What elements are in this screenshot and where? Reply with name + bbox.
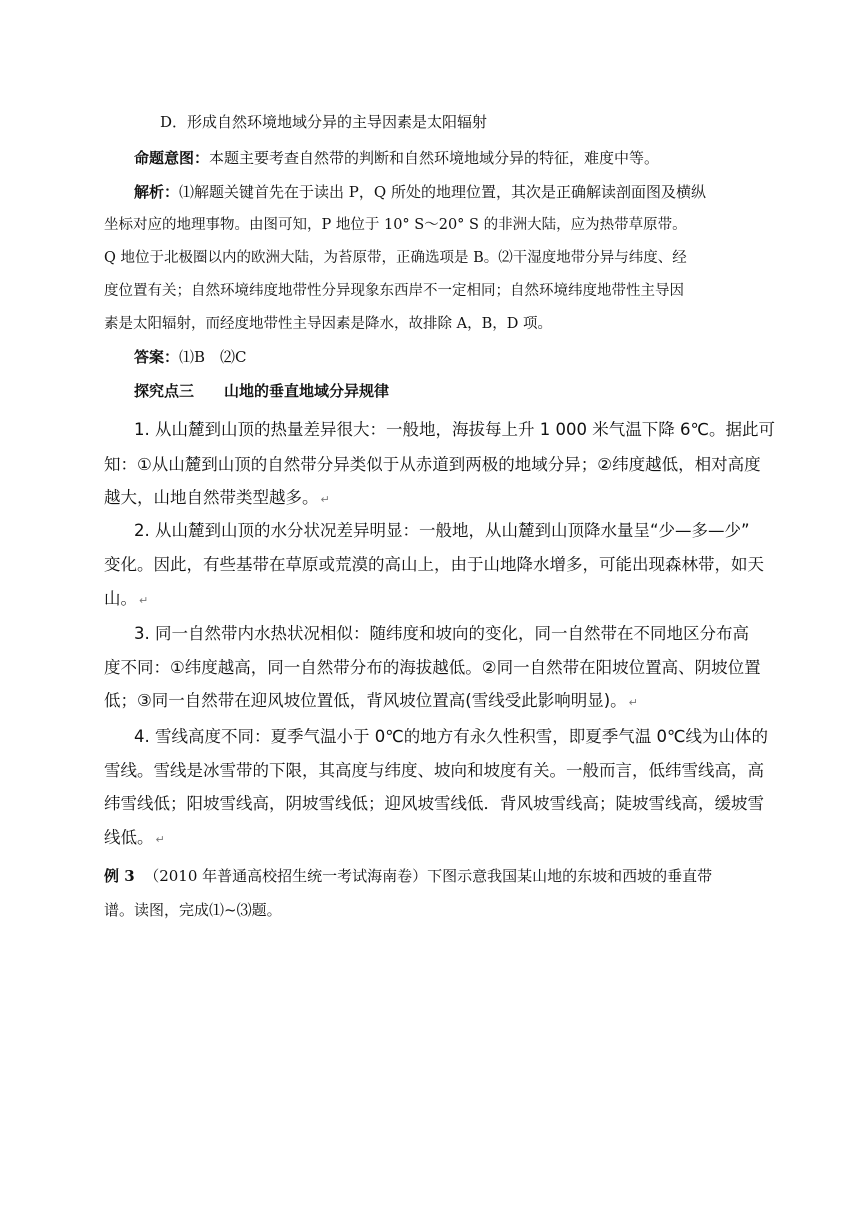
paragraph-mark: ↵ [320, 493, 330, 506]
paragraph-mark: ↵ [139, 594, 149, 607]
point-4-line-3: 纬雪线低；阳坡雪线高，阴坡雪线低；迎风坡雪线低．背风坡雪线高；陡坡雪线高，缓坡雪 [104, 794, 764, 813]
intent-line [134, 148, 659, 168]
example-text: （2010 年普通高校招生统一考试海南卷）下图示意我国某山地的东坡和西坡的垂直带 [144, 867, 713, 885]
point-2-line-3 [104, 589, 148, 611]
analysis-text: ⑴解题关键首先在于读出 P，Q 所处的地理位置，其次是正确解读剖面图及横纵 [179, 183, 706, 201]
point-3-line-1: 3. 同一自然带内水热状况相似：随纬度和坡向的变化，同一自然带在不同地区分布高 [134, 624, 749, 643]
intent-text: 本题主要考查自然带的判断和自然环境地域分异的特征，难度中等。 [209, 149, 660, 167]
answer-line [134, 347, 247, 367]
point-4-line-1: 4. 雪线高度不同：夏季气温小于 0℃的地方有永久性积雪，即夏季气温 0℃线为山体的 [134, 727, 769, 746]
point-2-line-2: 变化。因此，有些基带在草原或荒漠的高山上，由于山地降水增多，可能出现森林带，如天 [104, 555, 764, 574]
point-2-line-1: 2. 从山麓到山顶的水分状况差异明显：一般地，从山麓到山顶降水量呈“少—多—少” [134, 521, 750, 540]
analysis-line-1 [134, 182, 706, 202]
point-1-line-3 [104, 488, 330, 510]
point-1-line-1: 1. 从山麓到山顶的热量差异很大：一般地，海拔每上升 1 000 米气温下降 6℃。据此可 [134, 420, 775, 439]
point-4-line-4-text: 线低。 [104, 828, 154, 847]
option-d: D．形成自然环境地域分异的主导因素是太阳辐射 [160, 113, 488, 131]
point-3-line-3-text: 低；③同一自然带在迎风坡位置低，背风坡位置高(雪线受此影响明显)。 [104, 691, 627, 710]
example-line-2: 谱。读图，完成⑴~⑶题。 [104, 901, 282, 919]
analysis-label: 解析： [134, 183, 180, 201]
paragraph-mark: ↵ [155, 833, 165, 846]
point-2-line-3-text: 山。 [104, 589, 137, 608]
analysis-line-4: 度位置有关；自然环境纬度地带性分异现象东西岸不一定相同；自然环境纬度地带性主导因 [104, 283, 684, 299]
point-1-line-2: 知：①从山麓到山顶的自然带分异类似于从赤道到两极的地域分异；②纬度越低，相对高度 [104, 455, 761, 474]
analysis-line-3: Q 地位于北极圈以内的欧洲大陆，为苔原带，正确选项是 B。⑵干湿度地带分异与纬度、经 [104, 250, 687, 266]
answer-label: 答案： [134, 348, 180, 366]
analysis-line-2: 坐标对应的地理事物。由图可知，P 地位于 10° S～20° S 的非洲大陆，应为热带草原带。 [104, 217, 687, 233]
example-line-1 [104, 866, 712, 886]
point-3-line-2: 度不同：①纬度越高，同一自然带分布的海拔越低。②同一自然带在阳坡位置高、阴坡位置 [104, 658, 761, 677]
point-3-line-3 [104, 691, 638, 713]
point-4-line-2: 雪线。雪线是冰雪带的下限，其高度与纬度、坡向和坡度有关。一般而言，低纬雪线高，高 [104, 761, 764, 780]
paragraph-mark: ↵ [628, 696, 638, 709]
section-title: 探究点三 山地的垂直地域分异规律 [134, 382, 390, 400]
intent-label: 命题意图： [134, 149, 210, 167]
example-label: 例 3 [104, 867, 135, 885]
analysis-line-5: 素是太阳辐射，而经度地带性主导因素是降水，故排除 A，B，D 项。 [104, 316, 552, 332]
answer-text: ⑴B ⑵C [179, 348, 247, 366]
point-1-line-3-text: 越大，山地自然带类型越多。 [104, 488, 319, 507]
point-4-line-4 [104, 828, 165, 850]
